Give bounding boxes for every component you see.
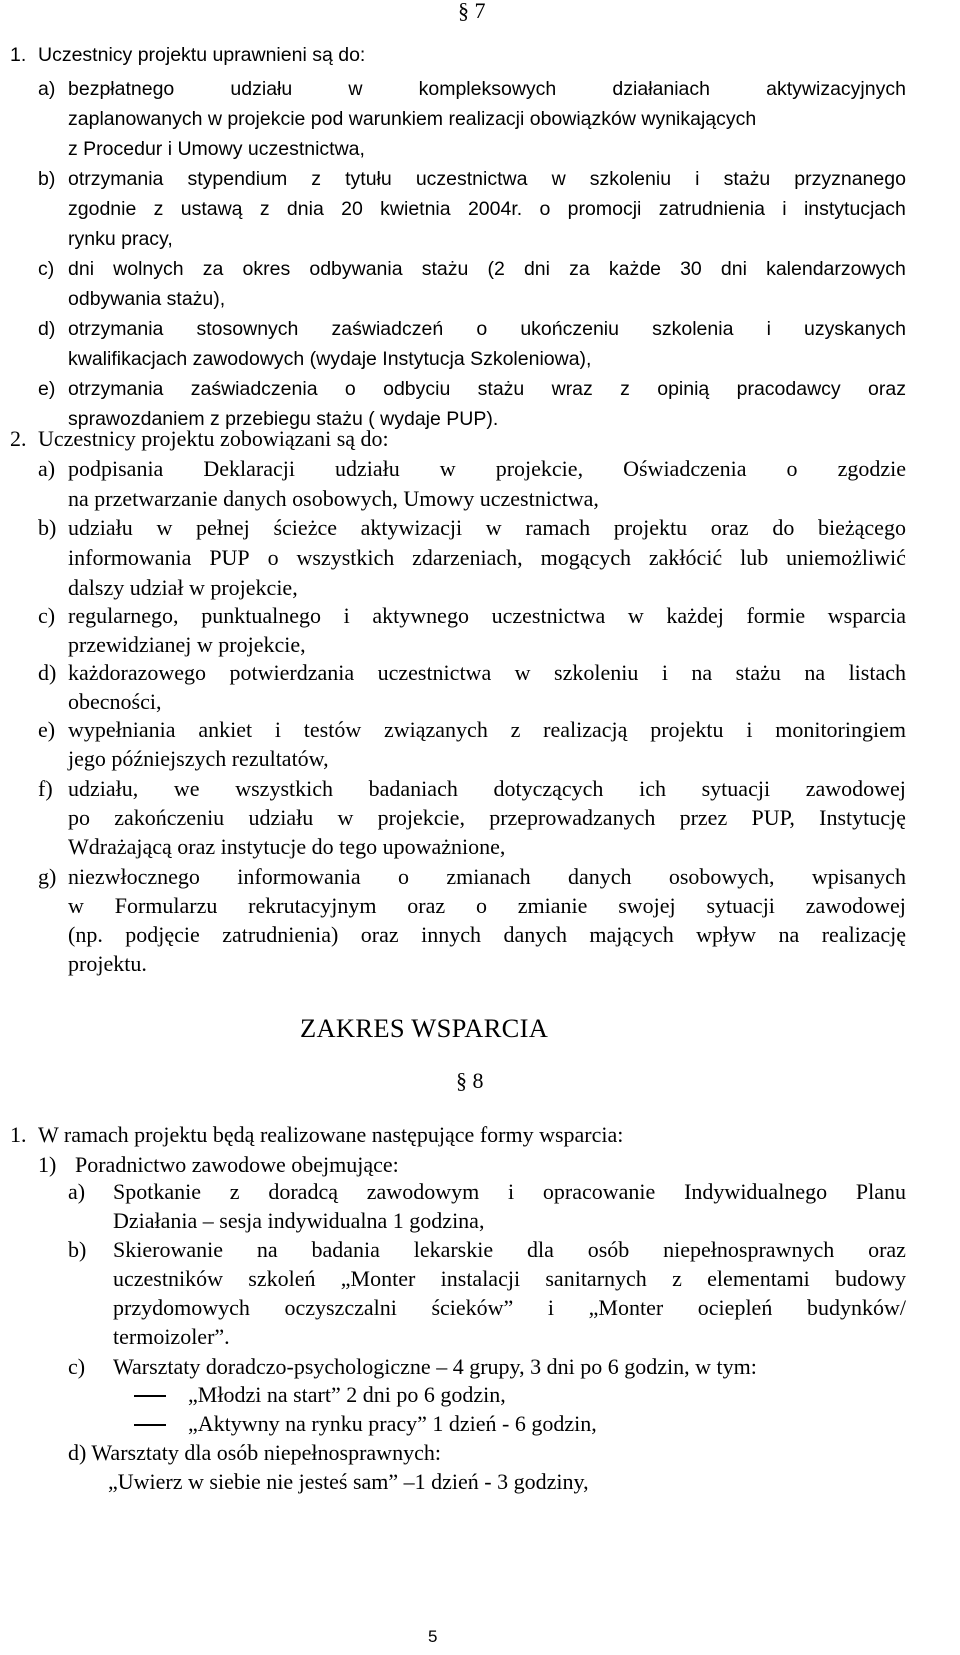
point-letter: b) (68, 1237, 87, 1262)
page-number: 5 (428, 1627, 438, 1646)
point-d-line: d) Warsztaty dla osób niepełnosprawnych: (68, 1440, 441, 1465)
subitem-letter: g) (38, 864, 57, 889)
point-line: Warsztaty doradczo-psychologiczne – 4 grupy, 3 dni po 6 godzin, w tym: (113, 1354, 757, 1379)
subitem-line: przewidzianej w projekcie, (68, 632, 306, 657)
item-number: 1. (10, 1122, 27, 1147)
subitem-line: zgodnie z ustawą z dnia 20 kwietnia 2004r. o promocji zatrudnienia i instytucjach (68, 198, 906, 220)
subitem-line: Wdrażającą oraz instytucje do tego upoważnione, (68, 834, 506, 859)
item-heading: W ramach projektu będą realizowane następujące formy wsparcia: (38, 1122, 624, 1147)
subitem-letter: b) (38, 515, 57, 540)
subitem-line: z Procedur i Umowy uczestnictwa, (68, 138, 365, 160)
item-heading: Uczestnicy projektu zobowiązani są do: (38, 426, 389, 451)
subitem-letter: a) (38, 456, 56, 481)
subitem-line: (np. podjęcie zatrudnienia) oraz innych danych mających wpływ na realizację (68, 922, 906, 947)
subitem-line: zaplanowanych w projekcie pod warunkiem realizacji obowiązków wynikających (68, 108, 757, 130)
subitem-line: udziału w pełnej ścieżce aktywizacji w ramach projektu oraz do bieżącego (68, 515, 906, 540)
subitem-line: informowania PUP o wszystkich zdarzeniach, mogących zakłócić lub uniemożliwić (68, 545, 906, 570)
subitem-letter: a) (38, 78, 56, 100)
subitem-line: otrzymania stypendium z tytułu uczestnictwa w szkoleniu i stażu przyznanego (68, 168, 906, 190)
subitem-line: w Formularzu rekrutacyjnym oraz o zmianie swojej sytuacji zawodowej (68, 893, 906, 918)
point-line: Spotkanie z doradcą zawodowym i opracowanie Indywidualnego Planu (113, 1179, 906, 1204)
subitem-number: 1) (38, 1152, 57, 1177)
subitem-line: dni wolnych za okres odbywania stażu (2 dni za każde 30 dni kalendarzowych (68, 258, 906, 280)
point-line: przydomowych oczyszczalni ścieków” i „Monter ociepleń budynków/ (113, 1295, 906, 1320)
subitem-line: kwalifikacjach zawodowych (wydaje Instytucja Szkoleniowa), (68, 348, 592, 370)
subitem-line: na przetwarzanie danych osobowych, Umowy uczestnictwa, (68, 486, 599, 511)
subitem-line: regularnego, punktualnego i aktywnego uczestnictwa w każdej formie wsparcia (68, 603, 906, 628)
dash-item: „Aktywny na rynku pracy” 1 dzień - 6 godzin, (188, 1411, 597, 1436)
subitem-letter: b) (38, 168, 56, 190)
subitem-line: otrzymania stosownych zaświadczeń o ukończeniu szkolenia i uzyskanych (68, 318, 906, 340)
subitem-line: rynku pracy, (68, 228, 173, 250)
subitem-line: bezpłatnego udziału w kompleksowych działaniach aktywizacyjnych (68, 78, 906, 100)
subitem-line: projektu. (68, 951, 147, 976)
point-line: uczestników szkoleń „Monter instalacji sanitarnych z elementami budowy (113, 1266, 906, 1291)
point-line: termoizoler”. (113, 1324, 230, 1349)
subitem-line: otrzymania zaświadczenia o odbyciu stażu wraz z opinią pracodawcy oraz (68, 378, 906, 400)
subitem-letter: f) (38, 776, 53, 801)
point-line: Skierowanie na badania lekarskie dla osób niepełnosprawnych oraz (113, 1237, 906, 1262)
point-line: Działania – sesja indywidualna 1 godzina, (113, 1208, 485, 1233)
section-symbol-8: § 8 (456, 1068, 484, 1093)
subitem-letter: c) (38, 258, 55, 280)
subitem-line: odbywania stażu), (68, 288, 226, 310)
dash-item: „Młodzi na start” 2 dni po 6 godzin, (188, 1382, 506, 1407)
section-title: ZAKRES WSPARCIA (300, 1013, 549, 1043)
subitem-letter: e) (38, 717, 56, 742)
subitem-line: wypełniania ankiet i testów związanych z realizacją projektu i monitoringiem (68, 717, 906, 742)
subitem-line: każdorazowego potwierdzania uczestnictwa w szkoleniu i na stażu na listach (68, 660, 906, 685)
section-symbol-7: § 7 (458, 0, 486, 23)
subitem-letter: d) (38, 318, 56, 340)
subitem-line: jego późniejszych rezultatów, (68, 746, 329, 771)
subitem-line: dalszy udział w projekcie, (68, 575, 298, 600)
item-number: 2. (10, 426, 27, 451)
dash-bullet (134, 1424, 166, 1426)
point-letter: a) (68, 1179, 86, 1204)
item-number: 1. (10, 44, 27, 66)
dash-bullet (134, 1395, 166, 1397)
item-heading: Uczestnicy projektu uprawnieni są do: (38, 44, 366, 66)
subitem-line: niezwłocznego informowania o zmianach danych osobowych, wpisanych (68, 864, 906, 889)
point-letter: c) (68, 1354, 86, 1379)
subitem-letter: d) (38, 660, 57, 685)
point-d-sub: „Uwierz w siebie nie jesteś sam” –1 dzień - 3 godziny, (108, 1469, 589, 1494)
subitem-letter: c) (38, 603, 56, 628)
subitem-heading: Poradnictwo zawodowe obejmujące: (75, 1152, 399, 1177)
subitem-line: podpisania Deklaracji udziału w projekcie, Oświadczenia o zgodzie (68, 456, 906, 481)
subitem-line: sprawozdaniem z przebiegu stażu ( wydaje PUP). (68, 408, 499, 430)
subitem-line: udziału, we wszystkich badaniach dotyczących ich sytuacji zawodowej (68, 776, 906, 801)
subitem-line: obecności, (68, 689, 162, 714)
subitem-line: po zakończeniu udziału w projekcie, przeprowadzanych przez PUP, Instytucję (68, 805, 906, 830)
subitem-letter: e) (38, 378, 56, 400)
